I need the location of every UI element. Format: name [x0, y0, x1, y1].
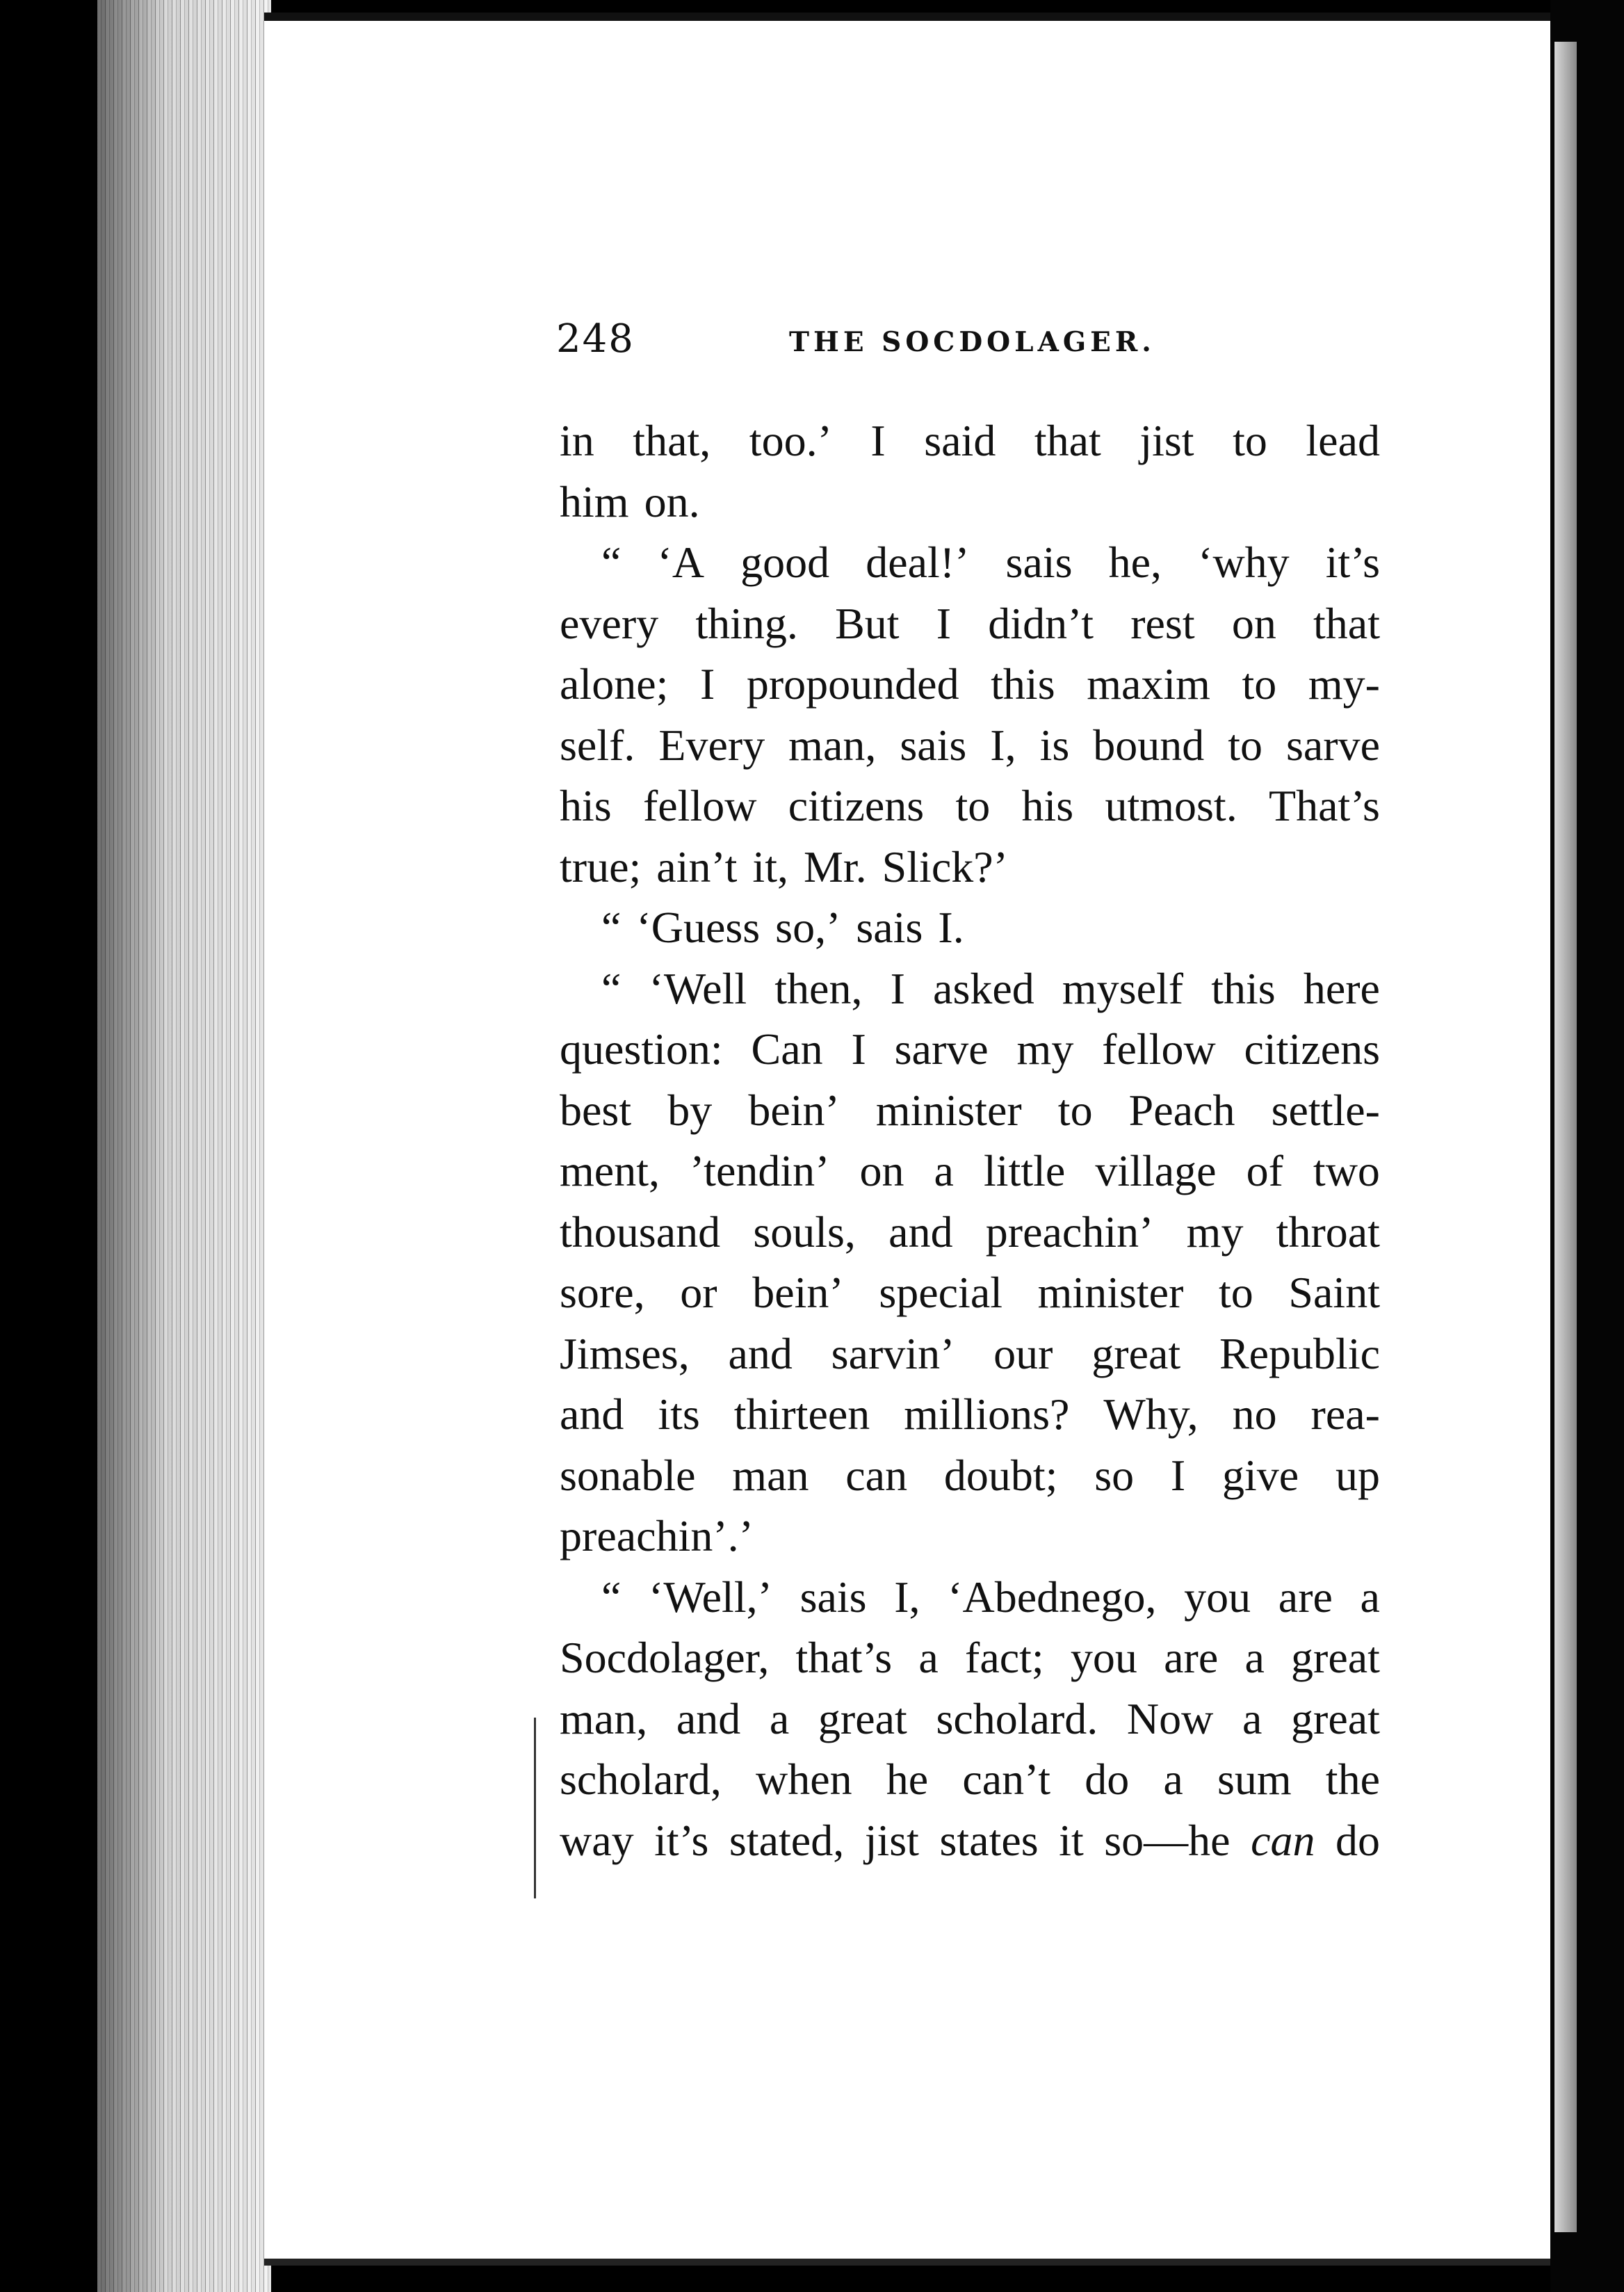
word: millions?	[904, 1389, 1070, 1439]
word: sonable	[560, 1450, 696, 1500]
facing-page-sliver	[1554, 42, 1577, 2232]
text-line	[560, 532, 1380, 593]
word: doubt;	[943, 1450, 1058, 1500]
word: fellow	[642, 781, 757, 830]
word: or	[680, 1268, 717, 1317]
word: bein’	[752, 1268, 844, 1317]
word: Saint	[1288, 1268, 1380, 1317]
page-number: 248	[556, 316, 635, 362]
word: a	[934, 1146, 954, 1195]
word: jist	[1139, 416, 1194, 465]
page-edges-shadow	[97, 0, 271, 2292]
word: this	[1211, 963, 1276, 1013]
word: little	[984, 1146, 1066, 1195]
word: I	[936, 598, 952, 648]
word: on	[859, 1146, 904, 1195]
text-line	[560, 1627, 1380, 1688]
word: jist	[864, 1815, 919, 1865]
word: two	[1313, 1146, 1380, 1195]
word: my	[1016, 1024, 1074, 1074]
word: way	[560, 1815, 634, 1865]
word: a	[918, 1633, 939, 1682]
word: that,	[633, 416, 711, 465]
text-line	[560, 775, 1380, 837]
word: sais	[799, 1572, 867, 1622]
word: to	[1219, 1268, 1253, 1317]
word: preachin’	[985, 1206, 1154, 1257]
word: preachin’.’	[560, 1511, 754, 1560]
word: his	[560, 781, 612, 830]
word: it,	[752, 841, 788, 891]
word: thousand	[560, 1206, 721, 1257]
word: asked	[933, 963, 1034, 1013]
word: propounded	[746, 659, 959, 709]
word: rea-	[1310, 1389, 1380, 1439]
word: so—he	[1104, 1815, 1231, 1865]
word: best	[560, 1085, 632, 1135]
word: Jimses,	[560, 1328, 690, 1378]
margin-pencil-mark	[534, 1718, 540, 1898]
word: sum	[1217, 1754, 1292, 1804]
word: Republic	[1219, 1328, 1380, 1378]
text-line	[560, 1019, 1380, 1080]
word: his	[1021, 781, 1074, 830]
word: that’s	[795, 1633, 893, 1682]
word: citizens	[788, 781, 925, 830]
word: sarve	[1285, 720, 1380, 770]
word: “	[601, 903, 622, 952]
text-line	[560, 654, 1380, 715]
word: “	[601, 538, 622, 587]
word: a	[1360, 1572, 1380, 1622]
word: it	[1059, 1815, 1084, 1865]
word: are	[1278, 1572, 1333, 1622]
text-line	[560, 1567, 1380, 1628]
word: Why,	[1103, 1389, 1199, 1439]
word: up	[1335, 1450, 1380, 1500]
word: didn’t	[988, 598, 1094, 648]
word: it’s	[654, 1815, 709, 1865]
word: a	[1244, 1633, 1265, 1682]
word: But	[835, 598, 900, 648]
word: its	[658, 1389, 700, 1439]
word: ’tendin’	[690, 1146, 830, 1195]
word: I	[851, 1024, 866, 1074]
word: sais	[1005, 538, 1073, 587]
word: a	[1242, 1693, 1262, 1743]
word: man,	[560, 1693, 648, 1743]
word: Now	[1126, 1693, 1214, 1743]
word: ain’t	[656, 841, 738, 891]
word: ment,	[560, 1146, 660, 1195]
text-line	[560, 958, 1380, 1019]
page-header	[556, 316, 1377, 379]
word: do	[1085, 1754, 1130, 1804]
word: rest	[1130, 598, 1195, 648]
word: he	[886, 1754, 929, 1804]
word: ‘Guess	[636, 903, 761, 952]
word: ‘Well,’	[649, 1572, 772, 1622]
word: to	[1228, 720, 1262, 770]
text-line	[560, 1080, 1380, 1141]
text-line	[560, 410, 1380, 471]
word: man	[732, 1450, 809, 1500]
word: Can	[751, 1024, 823, 1074]
word: Mr.	[803, 841, 867, 891]
word: I,	[894, 1572, 920, 1622]
word: can	[1251, 1815, 1315, 1865]
word: alone;	[560, 659, 669, 709]
word: so	[1094, 1450, 1135, 1500]
word: my	[1186, 1206, 1244, 1257]
word: states	[939, 1815, 1039, 1865]
word: sarve	[894, 1024, 989, 1074]
word: and	[676, 1693, 741, 1743]
word: citizens	[1244, 1024, 1380, 1074]
word: can	[845, 1450, 908, 1500]
word: minister	[1037, 1268, 1184, 1317]
word: question:	[560, 1024, 723, 1074]
word: a	[769, 1693, 790, 1743]
word: myself	[1062, 963, 1184, 1013]
word: in	[560, 416, 594, 465]
word: ‘why	[1198, 538, 1290, 587]
body-text	[560, 410, 1380, 1871]
word: a	[1163, 1754, 1183, 1804]
text-line	[560, 1140, 1380, 1202]
word: souls,	[753, 1206, 856, 1257]
word: special	[879, 1268, 1002, 1317]
text-line	[560, 1688, 1380, 1750]
word: that	[1313, 598, 1380, 648]
word: sais	[900, 720, 967, 770]
word: it’s	[1325, 538, 1380, 587]
word: can’t	[962, 1754, 1051, 1804]
word: ‘A	[657, 538, 705, 587]
word: no	[1232, 1389, 1277, 1439]
word: great	[818, 1693, 907, 1743]
word: you	[1184, 1572, 1251, 1622]
word: then,	[774, 963, 863, 1013]
word: village	[1095, 1146, 1217, 1195]
word: stated,	[729, 1815, 845, 1865]
text-line	[560, 1323, 1380, 1385]
word: to	[1057, 1085, 1093, 1135]
text-line	[560, 1262, 1380, 1323]
text-line	[560, 1384, 1380, 1445]
word: of	[1246, 1146, 1283, 1195]
word: here	[1303, 963, 1380, 1013]
word: ‘Well	[649, 963, 747, 1013]
word: my-	[1308, 659, 1380, 709]
word: lead	[1306, 416, 1380, 465]
word: scholard.	[936, 1693, 1098, 1743]
word: ‘Abednego,	[948, 1572, 1157, 1622]
word: every	[560, 598, 659, 648]
word: bein’	[748, 1085, 840, 1135]
word: thing.	[695, 598, 798, 648]
page-bottom-edge	[264, 2259, 1571, 2266]
word: on	[1231, 598, 1276, 648]
word: I.	[938, 903, 964, 952]
word: great	[1291, 1633, 1380, 1682]
word: self.	[560, 720, 635, 770]
word: he,	[1108, 538, 1162, 587]
word: thirteen	[733, 1389, 870, 1439]
word: “	[601, 963, 622, 1013]
word: by	[667, 1085, 713, 1135]
word: so,’	[775, 903, 841, 952]
word: on.	[644, 476, 700, 526]
text-line	[560, 1810, 1380, 1871]
word: when	[755, 1754, 852, 1804]
word: I,	[990, 720, 1016, 770]
word: him	[560, 476, 629, 526]
text-line	[560, 837, 1380, 898]
word: are	[1164, 1633, 1219, 1682]
word: too.’	[749, 416, 832, 465]
word: I	[890, 963, 905, 1013]
word: sarvin’	[831, 1328, 955, 1378]
text-line	[560, 471, 1380, 533]
word: fellow	[1102, 1024, 1216, 1074]
word: minister	[875, 1085, 1022, 1135]
word: the	[1325, 1754, 1380, 1804]
word: Peach	[1128, 1085, 1235, 1135]
text-line	[560, 1749, 1380, 1810]
word: great	[1091, 1328, 1181, 1378]
word: and	[560, 1389, 624, 1439]
word: scholard,	[560, 1754, 722, 1804]
text-line	[560, 897, 1380, 958]
word: maxim	[1087, 659, 1210, 709]
word: said	[924, 416, 996, 465]
word: deal!’	[866, 538, 970, 587]
word: to	[1233, 416, 1267, 465]
word: true;	[560, 841, 642, 891]
word: man,	[788, 720, 877, 770]
word: I	[1170, 1450, 1186, 1500]
text-line	[560, 715, 1380, 776]
word: and	[888, 1206, 953, 1257]
word: Slick?’	[882, 841, 1008, 891]
word: to	[1242, 659, 1277, 709]
word: “	[601, 1572, 622, 1622]
word: sais	[856, 903, 923, 952]
word: I	[870, 416, 886, 465]
word: utmost.	[1105, 781, 1237, 830]
word: good	[740, 538, 830, 587]
word: Socdolager,	[560, 1633, 770, 1682]
word: great	[1291, 1693, 1380, 1743]
word: is	[1039, 720, 1070, 770]
text-line	[560, 593, 1380, 654]
word: that	[1034, 416, 1101, 465]
word: bound	[1093, 720, 1205, 770]
text-line	[560, 1506, 1380, 1567]
running-head: THE SOCDOLAGER.	[789, 326, 1155, 358]
word: and	[728, 1328, 793, 1378]
word: you	[1070, 1633, 1137, 1682]
word: our	[993, 1328, 1053, 1378]
word: sore,	[560, 1268, 645, 1317]
word: I	[699, 659, 715, 709]
word: That’s	[1268, 781, 1380, 830]
word: Every	[658, 720, 765, 770]
word: give	[1221, 1450, 1299, 1500]
word: settle-	[1271, 1085, 1380, 1135]
word: do	[1335, 1815, 1380, 1865]
word: to	[955, 781, 991, 830]
word: throat	[1276, 1206, 1380, 1257]
text-line	[560, 1445, 1380, 1506]
text-line	[560, 1202, 1380, 1263]
word: this	[991, 659, 1055, 709]
word: fact;	[965, 1633, 1044, 1682]
